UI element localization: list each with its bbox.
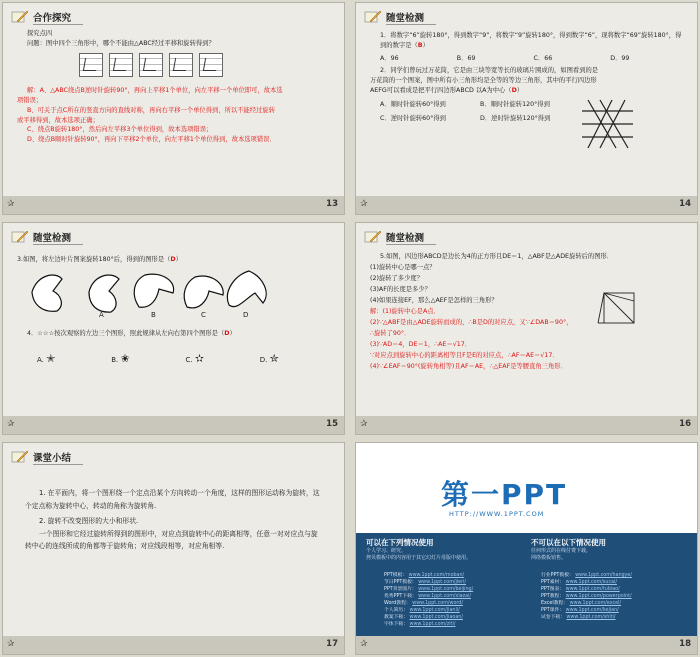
- solution-line: 解：A、△ABC绕点B逆时针旋转90°，再向上平移1个单位，向左平移一个单位即可，故本选: [27, 87, 283, 95]
- option: A．96: [380, 54, 399, 62]
- link-list-left: [384, 573, 473, 629]
- slide-header: [364, 9, 484, 25]
- leaf-figures: [27, 267, 277, 317]
- slide-header: [11, 449, 131, 465]
- pen-icon: [11, 230, 29, 244]
- link[interactable]: www.1ppt.com/word/: [412, 600, 463, 606]
- option: B．69: [456, 54, 476, 62]
- usage-item: 任何形式的在线付费下载。: [531, 548, 592, 554]
- slide-footer: [3, 636, 344, 654]
- link-label: 节日PPT模板：: [384, 579, 417, 585]
- sub-question: (2)旋转了多少度？: [370, 275, 423, 283]
- usage-item: 个人学习、研究。: [366, 548, 407, 554]
- star-icon: ✫: [194, 352, 205, 366]
- slide-15[interactable]: [2, 222, 345, 435]
- summary-paragraph: 一个图形和它经过旋转所得到的图形中，对应点到旋转中心的距离相等，任意一对对应点与旋转中心的连线所成的角都等于旋转角；对应线段相等，对应角相等.: [25, 529, 318, 551]
- question-text: 2．同学们曾玩过万花筒，它是由三块等宽等长的玻璃片围成的，如图看到的是: [380, 67, 599, 75]
- figure-label: B: [151, 310, 156, 317]
- summary-paragraph: 1. 在平面内，将一个图形绕一个定点沿某个方向转动一个角度，这样的图形运动称为旋转，这个定点称为旋转中心，转动的角称为旋转角.: [25, 489, 320, 510]
- section-label: 探究点四: [27, 30, 53, 37]
- solution-line: 解：(1)旋转中心是A点．: [370, 308, 440, 316]
- star-icon: ✭: [46, 352, 56, 366]
- slide-13[interactable]: [2, 2, 345, 215]
- link-label: 行业PPT模板：: [541, 573, 574, 578]
- sub-question: (4)如果连接EF，那么△AEF是怎样的三角形？: [370, 297, 498, 305]
- slide-number: 17: [326, 639, 338, 649]
- link[interactable]: www.1ppt.com/ziti/: [409, 621, 456, 627]
- options-row: [370, 54, 687, 64]
- slide-footer: [3, 416, 344, 434]
- link[interactable]: www.1ppt.com/sucai/: [565, 579, 617, 585]
- link-label: PPT课件：: [541, 607, 565, 613]
- question-text: 5.如图，四边形ABCD是边长为4的正方形且DE＝1，△ABF是△ADE旋转后的图形．: [380, 253, 614, 260]
- option: C.: [185, 356, 193, 365]
- usage-item: 网络模板销售。: [531, 555, 567, 561]
- sub-question: (1)旋转中心是哪一点？: [370, 264, 436, 272]
- grid-tile: [199, 53, 223, 77]
- slide-16[interactable]: [355, 222, 698, 435]
- slide-footer: [356, 636, 697, 654]
- slide-header: [11, 9, 131, 25]
- star-icon: ✰: [7, 419, 15, 429]
- link[interactable]: www.1ppt.com/excel/: [569, 600, 622, 606]
- link[interactable]: www.1ppt.com/powerpoint/: [565, 593, 632, 599]
- option: A．顺时针旋转60°得到: [380, 100, 446, 108]
- answer: D: [224, 329, 230, 337]
- link[interactable]: www.1ppt.com/kejian/: [565, 607, 619, 613]
- link-label: PPT模板：: [384, 573, 408, 578]
- star-options: [17, 350, 334, 367]
- usage-denied-heading: 不可以在以下情况使用: [531, 538, 606, 547]
- slide-14[interactable]: [355, 2, 698, 215]
- brand-url[interactable]: HTTP://WWW.1PPT.COM: [449, 510, 545, 518]
- link[interactable]: www.1ppt.com/jiaoan/: [409, 614, 463, 620]
- figure-label: C: [201, 310, 206, 317]
- option: B.: [111, 356, 119, 365]
- option: B．顺时针旋转120°得到: [480, 100, 550, 108]
- slide-footer: [3, 196, 344, 214]
- link-label: 试卷下载：: [541, 614, 565, 620]
- solution-line: (4)∵∠EAF＝90°(旋转角相等)且AF＝AE，∴△EAF是等腰直角三角形．: [370, 363, 567, 371]
- question-text: 问题：图中四个三角形中，哪个不能由△ABC经过平移和旋转得到？: [27, 39, 215, 47]
- pen-icon: [364, 230, 382, 244]
- link-label: 教案下载：: [384, 614, 408, 620]
- star-icon: ✰: [7, 639, 15, 649]
- triangle-tiles: [17, 53, 334, 81]
- slide-number: 15: [326, 419, 338, 429]
- kaleidoscope-figure: [580, 98, 635, 150]
- grid-tile: [169, 53, 193, 77]
- solution-line: D、绕点B顺时针旋转90°，再向下平移2个单位，向左平移1个单位得到，故本选项错误．: [27, 136, 276, 143]
- slide-title: 课堂小结: [33, 450, 83, 465]
- sub-question: (3)AF的长度是多少？: [370, 286, 431, 294]
- slide-number: 18: [679, 639, 691, 649]
- star-icon: ✬: [120, 352, 130, 366]
- option: C．逆时针旋转60°得到: [380, 114, 446, 122]
- slide-footer: [356, 416, 697, 434]
- solution-line: C、绕点B旋转180°，然后向左平移3个单位得到，故本选项错误；: [27, 126, 213, 134]
- solution-line: ∵对应点到旋转中心的距离相等且F是E的对应点，∴AF＝AE＝√17．: [370, 352, 559, 360]
- answer: D: [170, 256, 176, 263]
- question-text: 3.如图，将左边叶片图案旋转180°后，得到的图形是（: [17, 256, 171, 263]
- answer: D: [511, 86, 517, 94]
- slide-footer: [356, 196, 697, 214]
- slide-title: 随堂检测: [386, 230, 436, 245]
- pen-icon: [364, 10, 382, 24]
- option: D.: [259, 356, 268, 365]
- link-label: PPT背景图片：: [384, 586, 417, 592]
- solution-line: ∴旋转了90°．: [370, 330, 411, 338]
- grid-tile: [139, 53, 163, 77]
- option: A.: [37, 356, 44, 365]
- slide-17[interactable]: [2, 442, 345, 655]
- link[interactable]: www.1ppt.com/jianli/: [409, 607, 460, 613]
- pen-icon: [11, 10, 29, 24]
- paren: ）: [229, 329, 236, 337]
- star-icon: ✮: [269, 352, 279, 366]
- star-icon: ✰: [360, 419, 368, 429]
- link[interactable]: www.1ppt.com/moban/: [408, 573, 465, 578]
- paren: ）: [516, 86, 524, 94]
- link-label: PPT教程：: [541, 593, 565, 599]
- grid-tile: [79, 53, 103, 77]
- slide-number: 14: [679, 199, 691, 209]
- solution-line: 项错误；: [17, 97, 43, 104]
- question-text: 万花筒的一个图案，图中所有小三角形均是全等的等边三角形，其中的平行四边形: [370, 77, 597, 84]
- link[interactable]: www.1ppt.com/hangye/: [575, 573, 632, 578]
- star-icon: ✰: [360, 199, 368, 209]
- option: D．99: [610, 54, 630, 62]
- link-label: PPT素材：: [541, 579, 565, 585]
- solution-line: B、可关于点C所在的竖直方向的直线对称，再向右平移一个单位得到，所以不能经过旋转: [27, 106, 275, 114]
- link[interactable]: www.1ppt.com/tubiao/: [565, 586, 620, 592]
- link[interactable]: www.1ppt.com/beijing/: [418, 586, 474, 592]
- link-label: 字体下载：: [384, 621, 408, 627]
- link-label: Word教程：: [384, 600, 411, 606]
- slide-title: 随堂检测: [33, 230, 83, 245]
- ad-banner: [356, 443, 698, 533]
- slide-title: 合作探究: [33, 10, 83, 25]
- square-figure: [596, 289, 640, 331]
- link-label: Excel教程：: [541, 600, 569, 606]
- link-label: 个人简历：: [384, 607, 408, 613]
- pen-icon: [11, 450, 29, 464]
- figure-label: D: [243, 310, 249, 317]
- link-label: 优秀PPT下载：: [384, 593, 417, 599]
- paren: ）: [422, 41, 429, 49]
- star-icon: ✰: [7, 199, 15, 209]
- option: D．逆时针旋转120°得到: [480, 114, 551, 122]
- grid-tile: [109, 53, 133, 77]
- figure-label: A: [99, 310, 104, 317]
- question-text: AEFG可以看成是把平行四边形ABCD 以A为中心（: [370, 86, 512, 94]
- link[interactable]: www.1ppt.com/xiazai/: [418, 593, 472, 599]
- slide-number: 16: [679, 419, 691, 429]
- usage-allowed-heading: 可以在下列情况使用: [366, 538, 434, 547]
- link-list-right: [541, 573, 632, 622]
- question-text: 1．将数字“6”旋转180°，得到数字“9”，将数字“9”旋转180°，得到数字“6”，现将数字“69”旋转180°，得到的数字是（: [380, 32, 682, 49]
- solution-line: (2)∵△ABF是由△ADE旋转而成的，∴B是D的对应点，又∵∠DAB＝90°，: [370, 319, 573, 327]
- link[interactable]: www.1ppt.com/shiti/: [566, 614, 616, 620]
- brand-logo: 第一PPT: [441, 478, 568, 511]
- link[interactable]: www.1ppt.com/jieri/: [418, 579, 467, 585]
- summary-paragraph: 2. 旋转不改变图形的大小和形状.: [39, 517, 139, 526]
- solution-line: (3)∵AD＝4，DE＝1，∴AE＝√17．: [370, 341, 472, 349]
- slide-number: 13: [326, 199, 338, 209]
- slide-header: [11, 229, 131, 245]
- link-label: PPT图表：: [541, 586, 565, 592]
- solution-line: 或平移得到，故本选项正确；: [17, 116, 99, 124]
- star-icon: ✰: [360, 639, 368, 649]
- question-text: 4．☆☆☆按次观察的左边三个图形，照此规律从左向右第四个图形是（: [27, 329, 225, 337]
- slide-18[interactable]: [355, 442, 698, 655]
- option: C．66: [533, 54, 553, 62]
- answer: B: [417, 41, 423, 49]
- slide-title: 随堂检测: [386, 10, 436, 25]
- paren: ）: [175, 256, 182, 263]
- slide-header: [364, 229, 484, 245]
- usage-item: 拷贝模板中的内容用于其它幻灯片母版中使用。: [366, 555, 472, 561]
